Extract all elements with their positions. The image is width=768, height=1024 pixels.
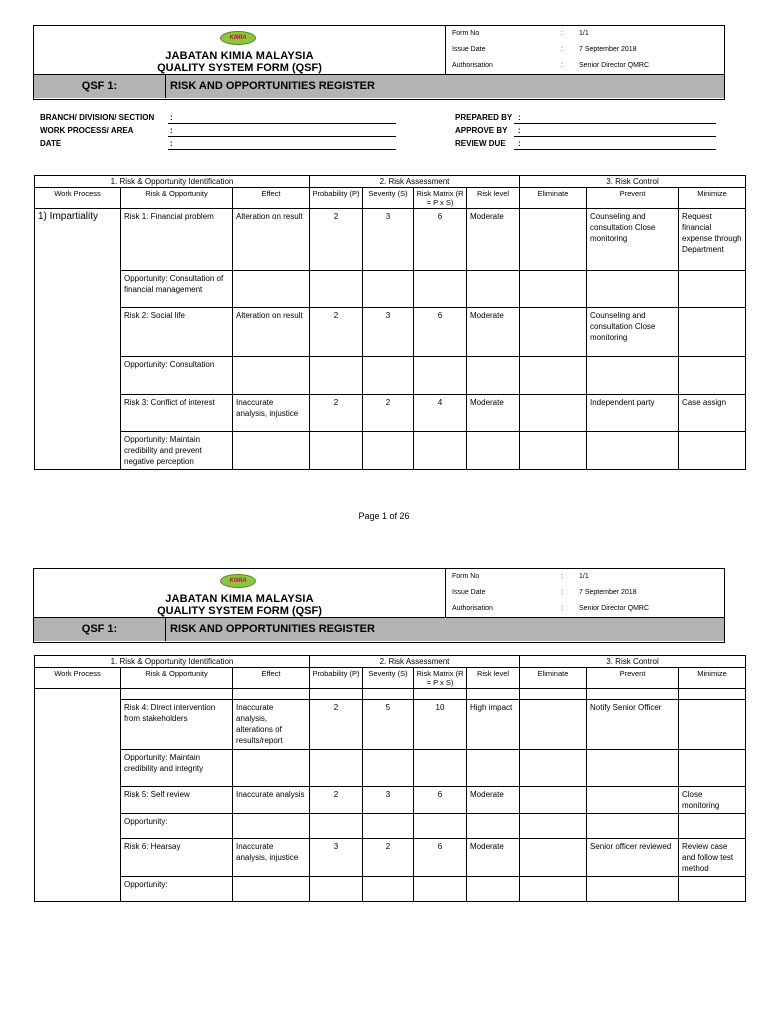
form-name: QUALITY SYSTEM FORM (QSF) [157, 62, 322, 74]
matrix-cell [414, 750, 467, 787]
table-row [35, 308, 746, 357]
table-row [35, 432, 746, 470]
severity-cell [363, 271, 414, 308]
minimize-cell [679, 357, 746, 395]
severity-cell: 5 [363, 700, 414, 750]
prevent-cell [587, 432, 679, 470]
effect-cell [233, 814, 310, 839]
level-cell [467, 750, 520, 787]
kimia-logo-icon: KIMIA [220, 574, 256, 588]
risk-cell: Risk 1: Financial problem [121, 209, 233, 271]
prevent-cell: Counseling and consultation Close monitoring [587, 308, 679, 357]
risk-register-table-page1 [34, 175, 746, 470]
effect-cell: Alteration on result [233, 209, 310, 271]
probability-cell: 2 [310, 209, 363, 271]
level-cell [467, 814, 520, 839]
branch-field[interactable] [168, 123, 396, 124]
minimize-cell [679, 877, 746, 902]
level-cell [467, 877, 520, 902]
col-risk-level: Risk level [467, 188, 520, 209]
level-cell: Moderate [467, 839, 520, 877]
group-identification: 1. Risk & Opportunity Identification [35, 656, 310, 668]
level-cell [467, 432, 520, 470]
col-prevent: Prevent [587, 668, 679, 689]
table-row [35, 700, 746, 750]
qsf-title: RISK AND OPPORTUNITIES REGISTER [170, 80, 375, 92]
matrix-cell [414, 814, 467, 839]
prevent-cell: Independent party [587, 395, 679, 432]
effect-cell: Inaccurate analysis, alterations of results/report [233, 700, 310, 750]
risk-cell: Risk 4: Direct intervention from stakeholders [121, 700, 233, 750]
probability-cell [310, 271, 363, 308]
col-work-process: Work Process [35, 188, 121, 209]
branch-label: BRANCH/ DIVISION/ SECTION [40, 113, 155, 122]
qsf-title-bar [34, 74, 724, 98]
work-process-field[interactable] [168, 136, 396, 137]
minimize-cell [679, 750, 746, 787]
minimize-cell [679, 271, 746, 308]
prevent-cell [587, 877, 679, 902]
page-number: Page 1 of 26 [358, 511, 410, 521]
severity-cell [363, 357, 414, 395]
matrix-cell: 6 [414, 209, 467, 271]
effect-cell [233, 432, 310, 470]
severity-cell [363, 814, 414, 839]
minimize-cell [679, 308, 746, 357]
risk-cell: Risk 5: Self review [121, 787, 233, 814]
eliminate-cell [520, 877, 587, 902]
col-risk-matrix: Risk Matrix (R = P x S) [414, 188, 467, 209]
col-severity: Severity (S) [363, 668, 414, 689]
eliminate-cell [520, 271, 587, 308]
eliminate-cell [520, 787, 587, 814]
severity-cell [363, 877, 414, 902]
prevent-cell [587, 787, 679, 814]
effect-cell: Inaccurate analysis, injustice [233, 839, 310, 877]
probability-cell [310, 432, 363, 470]
org-block [34, 569, 446, 617]
col-work-process: Work Process [35, 668, 121, 689]
risk-cell: Risk 3: Conflict of interest [121, 395, 233, 432]
matrix-cell: 6 [414, 839, 467, 877]
group-header-row [35, 176, 746, 188]
probability-cell [310, 750, 363, 787]
prevent-cell: Counseling and consultation Close monitoring [587, 209, 679, 271]
work-process-label: WORK PROCESS/ AREA [40, 126, 134, 135]
minimize-cell: Close monitoring [679, 787, 746, 814]
review-due-field[interactable] [514, 149, 716, 150]
eliminate-cell [520, 750, 587, 787]
level-cell: Moderate [467, 209, 520, 271]
risk-cell: Opportunity: [121, 814, 233, 839]
matrix-cell: 10 [414, 700, 467, 750]
prepared-by-label: PREPARED BY [455, 113, 513, 122]
col-severity: Severity (S) [363, 188, 414, 209]
risk-cell: Opportunity: Consultation [121, 357, 233, 395]
probability-cell: 2 [310, 787, 363, 814]
prevent-cell: Notify Senior Officer [587, 700, 679, 750]
group-assessment: 2. Risk Assessment [310, 176, 520, 188]
severity-cell: 3 [363, 787, 414, 814]
table-row [35, 271, 746, 308]
qsf-title-bar [34, 617, 724, 641]
group-assessment: 2. Risk Assessment [310, 656, 520, 668]
eliminate-cell [520, 432, 587, 470]
risk-cell: Risk 2: Social life [121, 308, 233, 357]
eliminate-cell [520, 308, 587, 357]
col-risk: Risk & Opportunity [121, 668, 233, 689]
prepared-by-field[interactable] [514, 123, 716, 124]
col-eliminate: Eliminate [520, 188, 587, 209]
minimize-cell [679, 814, 746, 839]
eliminate-cell [520, 814, 587, 839]
form-header-page1: KIMIA JABATAN KIMIA MALAYSIA QUALITY SYSTEM FORM (QSF) Form No : 1/1 Issue Date : 7 September 2018 Authorisation : Senior Director QMRC QSF 1: RISK AND OPPORTUNITIES REGISTER [33, 25, 725, 100]
work-process-cell: 1) Impartiality [35, 209, 121, 470]
col-probability: Probability (P) [310, 188, 363, 209]
work-process-cell [35, 689, 121, 902]
form-header-page2: KIMIA JABATAN KIMIA MALAYSIA QUALITY SYSTEM FORM (QSF) Form No : 1/1 Issue Date : 7 September 2018 Authorisation : Senior Director QMRC QSF 1: RISK AND OPPORTUNITIES REGISTER [33, 568, 725, 643]
qsf-code: QSF 1: [81, 80, 118, 92]
date-label: DATE [40, 139, 62, 148]
col-minimize: Minimize [679, 188, 746, 209]
group-control: 3. Risk Control [520, 176, 746, 188]
minimize-cell [679, 700, 746, 750]
table-row [35, 209, 746, 271]
qsf-code: QSF 1: [81, 623, 118, 635]
table-row [35, 395, 746, 432]
approve-by-field[interactable] [514, 136, 716, 137]
risk-cell: Opportunity: Maintain credibility and integrity [121, 750, 233, 787]
org-name: JABATAN KIMIA MALAYSIA [165, 593, 314, 605]
form-name: QUALITY SYSTEM FORM (QSF) [157, 605, 322, 617]
effect-cell [233, 271, 310, 308]
level-cell: High impact [467, 700, 520, 750]
col-risk: Risk & Opportunity [121, 188, 233, 209]
effect-cell [233, 357, 310, 395]
kimia-logo-icon: KIMIA [220, 31, 256, 45]
matrix-cell [414, 877, 467, 902]
column-header-row [35, 188, 746, 209]
matrix-cell: 6 [414, 787, 467, 814]
effect-cell: Inaccurate analysis [233, 787, 310, 814]
eliminate-cell [520, 700, 587, 750]
table-row-spacer [35, 689, 746, 700]
org-block [34, 26, 446, 74]
probability-cell: 2 [310, 395, 363, 432]
prevent-cell [587, 357, 679, 395]
severity-cell: 2 [363, 839, 414, 877]
col-probability: Probability (P) [310, 668, 363, 689]
approve-by-label: APPROVE BY [455, 126, 508, 135]
level-cell [467, 357, 520, 395]
col-eliminate: Eliminate [520, 668, 587, 689]
probability-cell: 3 [310, 839, 363, 877]
table-row [35, 839, 746, 877]
minimize-cell: Review case and follow test method [679, 839, 746, 877]
prevent-cell [587, 814, 679, 839]
column-header-row [35, 668, 746, 689]
probability-cell [310, 357, 363, 395]
matrix-cell: 6 [414, 308, 467, 357]
eliminate-cell [520, 357, 587, 395]
prevent-cell [587, 750, 679, 787]
matrix-cell [414, 357, 467, 395]
risk-cell: Risk 6: Hearsay [121, 839, 233, 877]
qsf-title: RISK AND OPPORTUNITIES REGISTER [170, 623, 375, 635]
matrix-cell [414, 271, 467, 308]
matrix-cell [414, 432, 467, 470]
review-due-label: REVIEW DUE [455, 139, 506, 148]
prevent-cell [587, 271, 679, 308]
table-row [35, 787, 746, 814]
group-control: 3. Risk Control [520, 656, 746, 668]
col-risk-level: Risk level [467, 668, 520, 689]
severity-cell: 3 [363, 308, 414, 357]
matrix-cell: 4 [414, 395, 467, 432]
col-prevent: Prevent [587, 188, 679, 209]
risk-cell: Opportunity: Consultation of financial management [121, 271, 233, 308]
severity-cell: 3 [363, 209, 414, 271]
probability-cell [310, 877, 363, 902]
probability-cell [310, 814, 363, 839]
probability-cell: 2 [310, 308, 363, 357]
col-effect: Effect [233, 188, 310, 209]
effect-cell: Alteration on result [233, 308, 310, 357]
risk-cell: Opportunity: [121, 877, 233, 902]
minimize-cell: Case assign [679, 395, 746, 432]
probability-cell: 2 [310, 700, 363, 750]
table-row [35, 814, 746, 839]
table-row [35, 750, 746, 787]
risk-register-table-page2 [34, 655, 746, 902]
effect-cell [233, 750, 310, 787]
col-risk-matrix: Risk Matrix (R = P x S) [414, 668, 467, 689]
effect-cell: Inaccurate analysis, injustice [233, 395, 310, 432]
risk-cell: Opportunity: Maintain credibility and prevent negative perception [121, 432, 233, 470]
level-cell: Moderate [467, 787, 520, 814]
minimize-cell: Request financial expense through Department [679, 209, 746, 271]
date-field[interactable] [168, 149, 396, 150]
group-identification: 1. Risk & Opportunity Identification [35, 176, 310, 188]
eliminate-cell [520, 395, 587, 432]
org-name: JABATAN KIMIA MALAYSIA [165, 50, 314, 62]
severity-cell [363, 750, 414, 787]
group-header-row [35, 656, 746, 668]
table-row [35, 357, 746, 395]
level-cell [467, 271, 520, 308]
minimize-cell [679, 432, 746, 470]
severity-cell [363, 432, 414, 470]
table-row [35, 877, 746, 902]
eliminate-cell [520, 209, 587, 271]
eliminate-cell [520, 839, 587, 877]
level-cell: Moderate [467, 308, 520, 357]
col-effect: Effect [233, 668, 310, 689]
effect-cell [233, 877, 310, 902]
col-minimize: Minimize [679, 668, 746, 689]
prevent-cell: Senior officer reviewed [587, 839, 679, 877]
severity-cell: 2 [363, 395, 414, 432]
level-cell: Moderate [467, 395, 520, 432]
